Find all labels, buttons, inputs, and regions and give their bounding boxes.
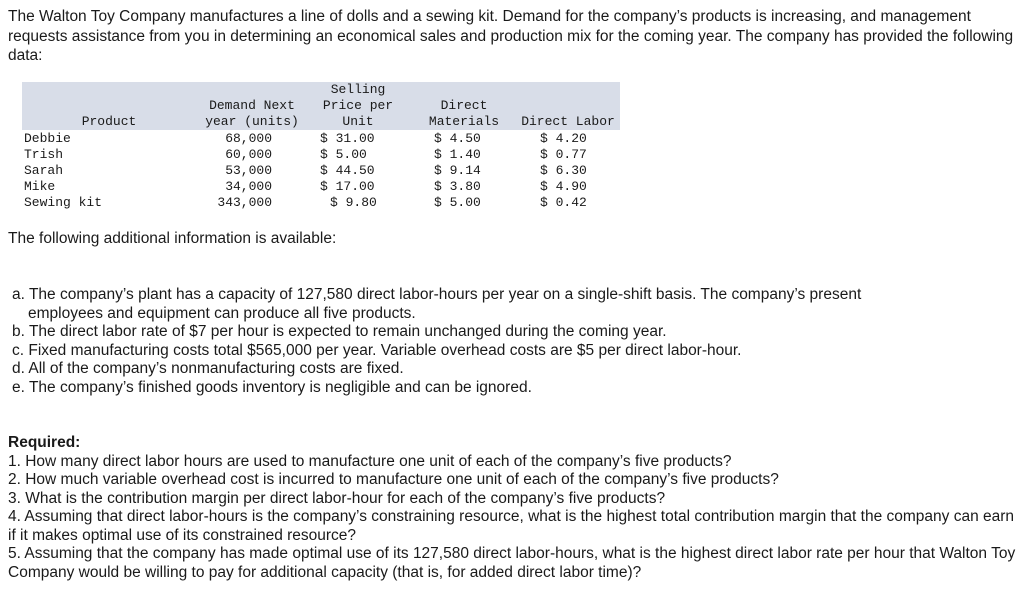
cell-product: Sewing kit: [24, 195, 103, 210]
cell-materials: $ 9.14: [434, 163, 481, 178]
question-4: 4. Assuming that direct labor-hours is the company’s constraining resource, what is the highest total contribution margin that the company can earn if it makes optimal use of its constrained resource?: [8, 508, 1015, 544]
cell-labor: $ 0.42: [540, 195, 587, 210]
question-3: 3. What is the contribution margin per direct labor-hour for each of the company’s five products?: [8, 489, 666, 507]
header-demand-line2: year (units): [205, 114, 299, 129]
cell-product: Sarah: [24, 163, 64, 178]
question-5: 5. Assuming that the company has made optimal use of its 127,580 direct labor-hours, what is the highest direct labor rate per hour that Walton Toy Company would be willing to pay for additional capacity (that is, for added direct labor time)?: [8, 545, 1016, 581]
cell-demand: 68,000: [225, 131, 272, 146]
question-2: 2. How much variable overhead cost is incurred to manufacture one unit of each of the company’s five products?: [8, 471, 779, 488]
product-data-table: [22, 82, 620, 212]
cell-demand: 60,000: [225, 147, 272, 162]
cell-demand: 34,000: [225, 179, 272, 194]
cell-labor: $ 4.20: [540, 131, 587, 146]
cell-materials: $ 3.80: [434, 179, 481, 194]
condition-a-line2: employees and equipment can produce all five products.: [28, 304, 416, 322]
question-1: 1. How many direct labor hours are used to manufacture one unit of each of the company’s five products?: [8, 452, 732, 470]
conditions-list: [12, 286, 1012, 397]
intro-paragraph: The Walton Toy Company manufactures a line of dolls and a sewing kit. Demand for the company’s products is increasing, and management requests assistance from you in determining an economical sales and production mix for the coming year. The company has provided the following data:: [8, 8, 1014, 64]
cell-product: Debbie: [24, 131, 71, 146]
condition-a: [12, 286, 1012, 323]
cell-price: $ 31.00: [320, 131, 375, 146]
condition-e: e. The company’s finished goods inventory is negligible and can be ignored.: [12, 378, 532, 396]
condition-d: d. All of the company’s nonmanufacturing costs are fixed.: [12, 360, 404, 377]
condition-a-line1: a. The company’s plant has a capacity of 127,580 direct labor-hours per year on a single-shift basis. The company’s present: [12, 286, 862, 303]
cell-price: $ 44.50: [320, 163, 375, 178]
header-materials-line2: Materials: [428, 114, 500, 129]
cell-labor: $ 6.30: [540, 163, 587, 178]
header-price-line3: Unit: [342, 114, 374, 129]
cell-labor: $ 0.77: [540, 147, 587, 162]
cell-labor: $ 4.90: [540, 179, 587, 194]
cell-product: Mike: [24, 179, 56, 194]
required-section: [8, 434, 1018, 582]
header-price-line2: Price per: [322, 98, 394, 113]
cell-price: $ 9.80: [330, 195, 377, 210]
required-title: Required:: [8, 434, 81, 451]
header-labor: Direct Labor: [521, 114, 615, 129]
cell-materials: $ 1.40: [434, 147, 481, 162]
cell-demand: 53,000: [225, 163, 272, 178]
cell-materials: $ 5.00: [434, 195, 481, 210]
cell-product: Trish: [24, 147, 64, 162]
condition-c: c. Fixed manufacturing costs total $565,000 per year. Variable overhead costs are $5 per direct labor-hour.: [12, 341, 742, 359]
cell-materials: $ 4.50: [434, 131, 481, 146]
header-materials-line1: Direct: [440, 98, 488, 113]
header-product: Product: [81, 114, 137, 129]
condition-b: b. The direct labor rate of $7 per hour is expected to remain unchanged during the coming year.: [12, 323, 667, 340]
cell-price: $ 17.00: [320, 179, 375, 194]
header-price-line1: Selling: [330, 82, 386, 97]
additional-info-heading: The following additional information is available:: [8, 230, 337, 247]
header-demand-line1: Demand Next: [209, 98, 295, 113]
cell-demand: 343,000: [217, 195, 272, 210]
cell-price: $ 5.00: [320, 147, 367, 162]
